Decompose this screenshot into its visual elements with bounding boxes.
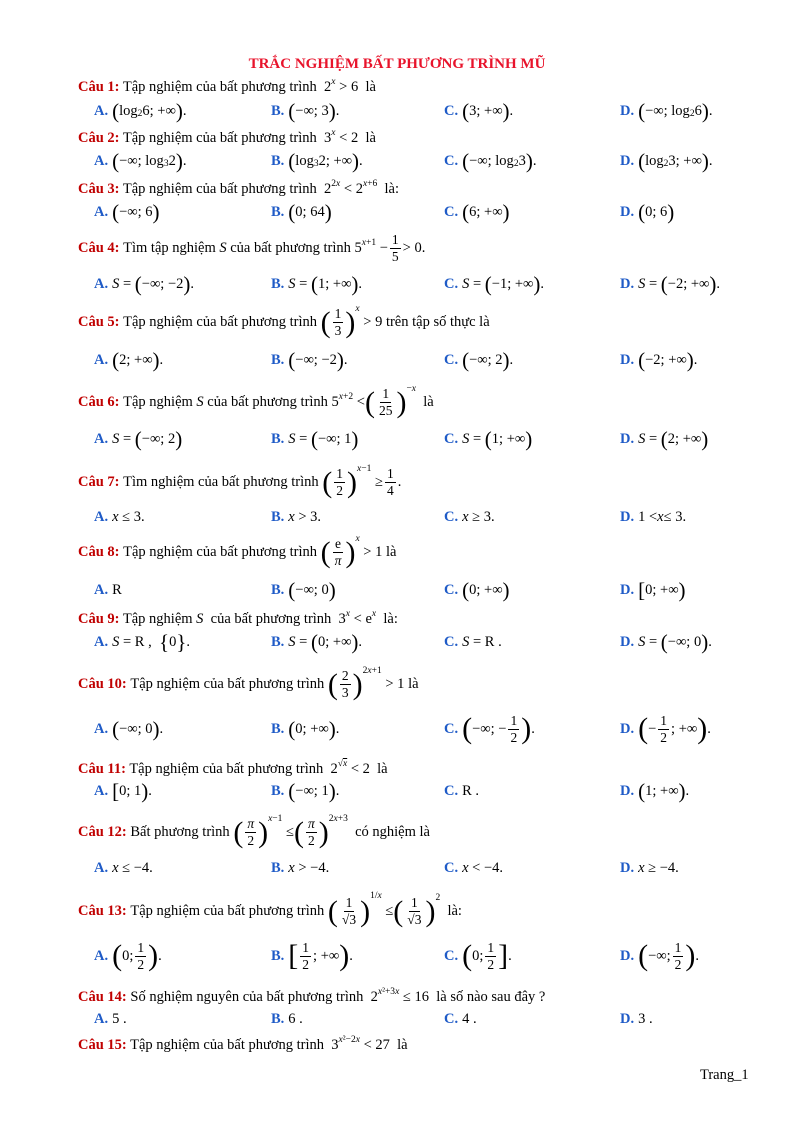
question-7-options xyxy=(94,502,774,532)
question-2-formula: 3 x < 2 xyxy=(320,127,362,146)
question-15-formula: 3 x²−2x < 27 xyxy=(327,1034,394,1053)
question-7: Câu 7: Tìm nghiệm của bất phương trình ( $\frac{1}{2}$ ) x−1 ≥ $\frac{1}{4}$ . xyxy=(78,463,402,499)
option-c[interactable]: C. ( −∞; 2 ) . xyxy=(444,347,514,372)
option-c[interactable]: C. ( 6; +∞ ) xyxy=(444,199,510,224)
option-a[interactable]: A. ( −∞; 0 ) . xyxy=(94,716,164,741)
question-8-options xyxy=(94,575,774,605)
option-c[interactable]: C. S = ( 1; +∞ ) xyxy=(444,426,533,451)
option-a[interactable]: A. R xyxy=(94,581,122,598)
question-1: Câu 1: Tập nghiệm của bất phương trình 2 x > 6 là xyxy=(78,76,376,95)
option-a[interactable]: A. ( log 2 6; +∞ ) . xyxy=(94,98,187,123)
question-5-formula: ( $\frac{1}{3}$ ) x > 9 xyxy=(320,303,386,339)
option-b[interactable]: B. 6 . xyxy=(271,1010,303,1027)
question-14-options xyxy=(94,1004,774,1034)
question-15: Câu 15: Tập nghiệm của bất phương trình 3 x²−2x < 27 là xyxy=(78,1034,408,1053)
option-a[interactable]: A. S = R , { 0 } . xyxy=(94,629,191,654)
option-d[interactable]: D. ( −∞; $\frac{1}{2}$ ) . xyxy=(620,939,700,972)
option-c[interactable]: C. 4 . xyxy=(444,1010,477,1027)
option-c[interactable]: C. ( −∞; log 2 3 ) . xyxy=(444,148,537,173)
question-1-options xyxy=(94,96,774,126)
question-4-formula: 5 x+1 − $\frac{1}{5}$ > 0 xyxy=(350,232,422,264)
option-c[interactable]: C. ( 0; $\frac{1}{2}$ ] . xyxy=(444,939,512,972)
question-5-options xyxy=(94,345,774,375)
question-8: Câu 8: Tập nghiệm của bất phương trình ( $\frac{e}{\pi}$ ) x > 1 là xyxy=(78,533,397,569)
question-9-formula: 3 x < e x xyxy=(334,608,377,627)
page-title: TRẮC NGHIỆM BẤT PHƯƠNG TRÌNH MŨ xyxy=(248,56,546,72)
option-c[interactable]: C. ( −∞; − $\frac{1}{2}$ ) . xyxy=(444,712,535,745)
option-b[interactable]: B. x > 3. xyxy=(271,508,322,525)
option-d[interactable]: D. S = ( −∞; 0 ) . xyxy=(620,629,712,654)
option-b[interactable]: B. ( 0; 64 ) xyxy=(271,199,332,224)
option-c[interactable]: C. R . xyxy=(444,782,480,799)
question-5: Câu 5: Tập nghiệm của bất phương trình ( $\frac{1}{3}$ ) x > 9 trên tập số thực là xyxy=(78,303,490,339)
option-a[interactable]: A. S = ( −∞; −2 ) . xyxy=(94,271,195,296)
question-12: Câu 12: Bất phương trình ( $\frac{\pi}{2}$ ) x−1 ≤ ( $\frac{\pi}{2}$ ) 2x+3 có nghiệm là xyxy=(78,813,430,849)
option-c[interactable]: C. S = R . xyxy=(444,633,502,650)
option-c[interactable]: C. S = ( −1; +∞ ) . xyxy=(444,271,545,296)
option-b[interactable]: B. ( −∞; 3 ) . xyxy=(271,98,340,123)
option-d[interactable]: D. 1 < x ≤ 3. xyxy=(620,508,687,525)
question-7-formula: ( $\frac{1}{2}$ ) x−1 ≥ $\frac{1}{4}$ xyxy=(322,463,394,499)
question-14-formula: 2 x²+3x ≤ 16 xyxy=(367,986,433,1005)
option-d[interactable]: D. ( log 2 3; +∞ ) . xyxy=(620,148,713,173)
question-10: Câu 10: Tập nghiệm của bất phương trình ( $\frac{2}{3}$ ) 2x+1 > 1 là xyxy=(78,665,419,701)
option-d[interactable]: D. S = ( 2; +∞ ) xyxy=(620,426,709,451)
option-c[interactable]: C. x < −4. xyxy=(444,859,504,876)
option-c[interactable]: C. ( 0; +∞ ) xyxy=(444,577,510,602)
option-b[interactable]: B. [ $\frac{1}{2}$ ; +∞ ) . xyxy=(271,939,353,972)
question-3: Câu 3: Tập nghiệm của bất phương trình 2 2x < 2 x+6 là: xyxy=(78,178,400,197)
option-a[interactable]: A. ( −∞; 6 ) xyxy=(94,199,160,224)
option-a[interactable]: A. x ≤ 3. xyxy=(94,508,145,525)
question-1-formula: 2 x > 6 xyxy=(320,76,362,95)
option-b[interactable]: B. ( log 3 2; +∞ ) . xyxy=(271,148,363,173)
question-10-formula: ( $\frac{2}{3}$ ) 2x+1 > 1 xyxy=(327,665,409,701)
option-b[interactable]: B. ( −∞; 0 ) xyxy=(271,577,336,602)
question-4-options xyxy=(94,269,774,299)
option-a[interactable]: A. [ 0; 1 ) . xyxy=(94,778,152,803)
question-3-options xyxy=(94,197,774,227)
question-11-options xyxy=(94,776,774,806)
option-b[interactable]: B. x > −4. xyxy=(271,859,330,876)
option-d[interactable]: D. ( − $\frac{1}{2}$ ; +∞ ) . xyxy=(620,712,711,745)
option-d[interactable]: D. S = ( −2; +∞ ) . xyxy=(620,271,721,296)
question-11: Câu 11: Tập nghiệm của bất phương trình 2 √x < 2 là xyxy=(78,758,388,777)
option-c[interactable]: C. x ≥ 3. xyxy=(444,508,495,525)
option-b[interactable]: B. S = ( 1; +∞ ) . xyxy=(271,271,363,296)
question-11-formula: 2 √x < 2 xyxy=(326,758,374,777)
option-d[interactable]: D. x ≥ −4. xyxy=(620,859,679,876)
option-c[interactable]: C. ( 3; +∞ ) . xyxy=(444,98,514,123)
option-b[interactable]: B. S = ( −∞; 1 ) xyxy=(271,426,359,451)
option-a[interactable]: A. x ≤ −4. xyxy=(94,859,153,876)
question-6: Câu 6: Tập nghiệm S của bất phương trình 5 x+2 < ( $\frac{1}{25}$ ) −x là xyxy=(78,383,434,419)
option-b[interactable]: B. ( −∞; −2 ) . xyxy=(271,347,348,372)
page-footer: Trang_1 xyxy=(700,1067,749,1083)
option-d[interactable]: D. ( −2; +∞ ) . xyxy=(620,347,698,372)
option-b[interactable]: B. ( −∞; 1 ) . xyxy=(271,778,340,803)
question-8-formula: ( $\frac{e}{\pi}$ ) x > 1 xyxy=(320,533,386,569)
question-14: Câu 14: Số nghiệm nguyên của bất phương trình 2 x²+3x ≤ 16 là số nào sau đây ? xyxy=(78,986,546,1005)
question-13-options xyxy=(94,941,774,971)
question-10-options xyxy=(94,714,774,744)
option-a[interactable]: A. S = ( −∞; 2 ) xyxy=(94,426,183,451)
question-9: Câu 9: Tập nghiệm S của bất phương trình 3 x < e x là: xyxy=(78,608,398,627)
option-d[interactable]: D. ( 0; 6 ) xyxy=(620,199,675,224)
question-12-formula: ( $\frac{\pi}{2}$ ) x−1 ≤ ( $\frac{\pi}{2}$ ) 2x+3 xyxy=(233,813,348,849)
question-2: Câu 2: Tập nghiệm của bất phương trình 3 x < 2 là xyxy=(78,127,376,146)
question-12-options xyxy=(94,853,774,883)
question-13-formula: ( $\frac{1}{√3}$ ) 1/x ≤ ( $\frac{1}{√3}$ ) 2 xyxy=(327,890,441,928)
question-6-formula: 5 x+2 < ( $\frac{1}{25}$ ) −x xyxy=(327,383,417,419)
option-d[interactable]: D. ( 1; +∞ ) . xyxy=(620,778,690,803)
question-2-options xyxy=(94,146,774,176)
option-d[interactable]: D. ( −∞; log 2 6 ) . xyxy=(620,98,713,123)
question-13: Câu 13: Tập nghiệm của bất phương trình ( $\frac{1}{√3}$ ) 1/x ≤ ( $\frac{1}{√3}$ ) 2 là: xyxy=(78,890,462,928)
option-a[interactable]: A. ( 0; $\frac{1}{2}$ ) . xyxy=(94,939,162,972)
question-6-options xyxy=(94,424,774,454)
question-3-formula: 2 2x < 2 x+6 xyxy=(320,178,378,197)
option-d[interactable]: D. 3 . xyxy=(620,1010,653,1027)
question-4: Câu 4: Tìm tập nghiệm S của bất phương trình 5 x+1 − $\frac{1}{5}$ > 0 . xyxy=(78,232,426,264)
option-b[interactable]: B. ( 0; +∞ ) . xyxy=(271,716,340,741)
option-d[interactable]: D. [ 0; +∞ ) xyxy=(620,577,686,602)
option-a[interactable]: A. 5 . xyxy=(94,1010,127,1027)
option-a[interactable]: A. ( −∞; log 3 2 ) . xyxy=(94,148,187,173)
option-b[interactable]: B. S = ( 0; +∞ ) . xyxy=(271,629,363,654)
question-9-options xyxy=(94,627,774,657)
option-a[interactable]: A. ( 2; +∞ ) . xyxy=(94,347,164,372)
